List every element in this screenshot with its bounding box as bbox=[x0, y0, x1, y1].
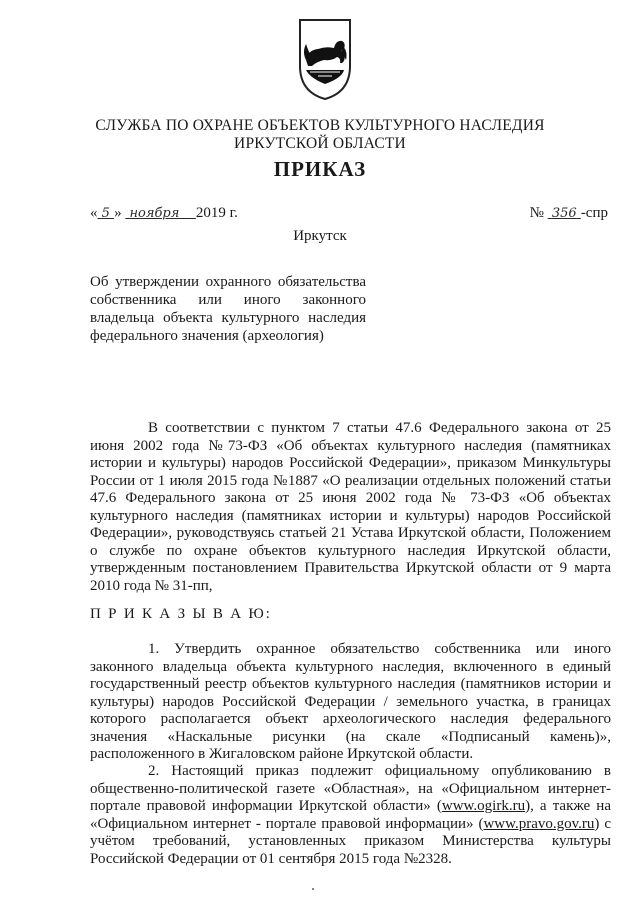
subject-text: Об утверждении охранного обязательства собственника или иного законного владельца объекта культурного наследия федерального значения (археология) bbox=[90, 274, 366, 344]
date-open-quote: « bbox=[90, 205, 98, 221]
date-day: 5 bbox=[101, 206, 110, 221]
order-date bbox=[90, 205, 238, 222]
number-suffix: -спр bbox=[580, 205, 608, 221]
number-value: 356 bbox=[551, 206, 577, 221]
scan-speck bbox=[312, 888, 314, 890]
irkutsk-coat-of-arms-icon bbox=[296, 16, 354, 102]
date-month: ноября bbox=[129, 206, 180, 221]
order-item-2: 2. Настоящий приказ подлежит официальному опубликованию в общественно-политической газете «Областная», на «Официальном интернет-портале правовой информации Иркутской области» (www.ogirk.ru), а также на «Официальном интернет - портале правовой информации» (www.pravo.gov.ru) с учётом требований, установленных приказом Министерства культуры Российской Федерации от 01 сентября 2015 года №2328. bbox=[90, 763, 611, 867]
order-item-1: 1. Утвердить охранное обязательство собственника или иного законного владельца объекта культурного наследия, включенного в единый государственный реестр объектов культурного наследия (памятников истории и культуры) народов Российской Федерации / земельного участка, в границах которого располагается объект археологического наследия федерального значения «Наскальные рисунки (на скале «Подписаный камень)», расположенного в Жигаловском районе Иркутской области. bbox=[90, 641, 611, 762]
order-subject bbox=[90, 273, 366, 345]
date-close-quote: » bbox=[114, 205, 122, 221]
issue-city: Иркутск bbox=[293, 228, 347, 244]
date-year: 2019 г. bbox=[195, 205, 238, 221]
order-heading: П Р И К А З Ы В А Ю: bbox=[90, 606, 272, 622]
organization-name-line1: СЛУЖБА ПО ОХРАНЕ ОБЪЕКТОВ КУЛЬТУРНОГО НАСЛЕДИЯ bbox=[95, 117, 545, 134]
order-number bbox=[530, 205, 608, 222]
link-pravo[interactable]: www.pravo.gov.ru bbox=[483, 815, 595, 832]
link-ogirk[interactable]: www.ogirk.ru bbox=[441, 798, 526, 814]
organization-name-line2: ИРКУТСКОЙ ОБЛАСТИ bbox=[234, 135, 406, 152]
number-prefix: № bbox=[529, 205, 544, 221]
document-title: ПРИКАЗ bbox=[273, 157, 367, 181]
preamble-paragraph: В соответствии с пунктом 7 статьи 47.6 Федерального закона от 25 июня 2002 года №73-ФЗ «Об объектах культурного наследия (памятниках истории и культуры) народов Российской Федерации», приказом Минкультуры России от 1 июля 2015 года №1887 «О реализации отдельных положений статьи 47.6 Федерального закона от 25 июня 2002 года № 73-ФЗ «Об объектах культурного наследия (памятниках истории и культуры) народов Российской Федерации», руководствуясь статьей 21 Устава Иркутской области, Положением о службе по охране объектов культурного наследия Иркутской области, утвержденным постановлением Правительства Иркутской области от 9 марта 2010 года № 31-пп, bbox=[90, 420, 611, 594]
